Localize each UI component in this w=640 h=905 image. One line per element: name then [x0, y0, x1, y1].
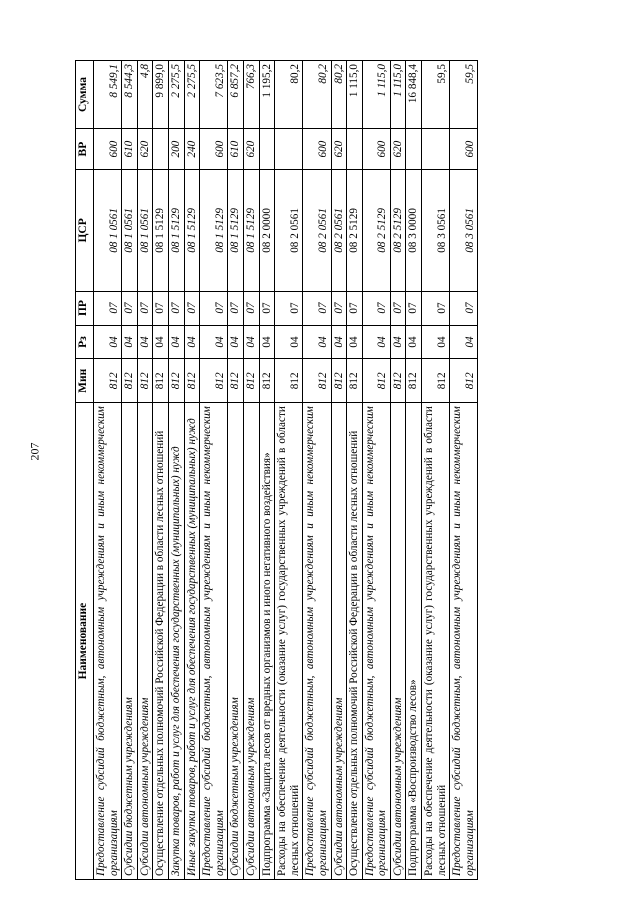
cell-min: 812 — [184, 359, 200, 403]
header-sum: Сумма — [76, 61, 94, 129]
cell-pr: 07 — [184, 291, 200, 325]
table-body — [94, 61, 478, 880]
cell-pr: 07 — [259, 291, 275, 325]
cell-sum: 6 857,2 — [228, 61, 244, 129]
cell-csr: 08 1 5129 — [200, 170, 228, 291]
cell-min: 812 — [406, 359, 422, 403]
cell-csr: 08 1 5129 — [184, 170, 200, 291]
table-header-row — [76, 61, 94, 880]
cell-min: 812 — [303, 359, 331, 403]
cell-pr: 07 — [347, 291, 363, 325]
table-row — [303, 61, 331, 880]
cell-vr: 620 — [331, 128, 347, 169]
cell-vr: 600 — [450, 128, 478, 169]
cell-vr: 600 — [362, 128, 390, 169]
cell-pr: 07 — [275, 291, 303, 325]
cell-sum: 1 115,0 — [390, 61, 406, 129]
cell-vr: 600 — [303, 128, 331, 169]
cell-pr: 07 — [200, 291, 228, 325]
cell-min: 812 — [450, 359, 478, 403]
cell-rz: 04 — [184, 325, 200, 359]
table-row — [259, 61, 275, 880]
cell-sum: 16 848,4 — [406, 61, 422, 129]
budget-table — [75, 60, 478, 880]
cell-vr: 620 — [390, 128, 406, 169]
cell-sum: 2 275,5 — [184, 61, 200, 129]
cell-pr: 07 — [331, 291, 347, 325]
cell-csr: 08 1 0561 — [94, 170, 122, 291]
cell-pr: 07 — [168, 291, 184, 325]
cell-sum: 766,3 — [243, 61, 259, 129]
cell-min: 812 — [362, 359, 390, 403]
cell-sum: 80,2 — [303, 61, 331, 129]
cell-min: 812 — [331, 359, 347, 403]
cell-name: Предоставление субсидий бюджетным, автономным учреждениям и иным некоммерческим организациям — [94, 403, 122, 880]
cell-csr: 08 1 5129 — [153, 170, 169, 291]
cell-csr: 08 3 0561 — [450, 170, 478, 291]
header-name: Наименование — [76, 403, 94, 880]
cell-csr: 08 2 0561 — [275, 170, 303, 291]
cell-sum: 8 549,1 — [94, 61, 122, 129]
cell-sum: 80,2 — [275, 61, 303, 129]
table-row — [422, 61, 450, 880]
cell-rz: 04 — [228, 325, 244, 359]
table-row — [243, 61, 259, 880]
cell-pr: 07 — [243, 291, 259, 325]
cell-name: Расходы на обеспечение деятельности (оказание услуг) государственных учреждений в области лесных отношений — [275, 403, 303, 880]
cell-vr: 610 — [228, 128, 244, 169]
cell-csr: 08 2 0561 — [303, 170, 331, 291]
cell-min: 812 — [228, 359, 244, 403]
cell-min: 812 — [153, 359, 169, 403]
cell-min: 812 — [422, 359, 450, 403]
cell-pr: 07 — [303, 291, 331, 325]
cell-min: 812 — [243, 359, 259, 403]
cell-sum: 2 275,5 — [168, 61, 184, 129]
cell-name: Субсидии автономным учреждениям — [137, 403, 153, 880]
cell-name: Субсидии автономным учреждениям — [243, 403, 259, 880]
table-row — [331, 61, 347, 880]
table-row — [122, 61, 138, 880]
page-number: 207 — [27, 442, 42, 461]
cell-name: Осуществление отдельных полномочий Российской Федерации в области лесных отношений — [347, 403, 363, 880]
table-row — [184, 61, 200, 880]
header-vr: ВР — [76, 128, 94, 169]
cell-rz: 04 — [406, 325, 422, 359]
cell-rz: 04 — [200, 325, 228, 359]
table-row — [228, 61, 244, 880]
cell-pr: 07 — [153, 291, 169, 325]
cell-pr: 07 — [390, 291, 406, 325]
cell-rz: 04 — [347, 325, 363, 359]
cell-csr: 08 1 5129 — [168, 170, 184, 291]
cell-min: 812 — [168, 359, 184, 403]
cell-rz: 04 — [303, 325, 331, 359]
table-row — [390, 61, 406, 880]
header-rz: Рз — [76, 325, 94, 359]
table-row — [153, 61, 169, 880]
cell-pr: 07 — [122, 291, 138, 325]
cell-min: 812 — [200, 359, 228, 403]
cell-vr: 600 — [200, 128, 228, 169]
cell-vr — [153, 128, 169, 169]
cell-vr: 620 — [243, 128, 259, 169]
cell-vr: 610 — [122, 128, 138, 169]
cell-name: Субсидии автономным учреждениям — [390, 403, 406, 880]
cell-vr — [422, 128, 450, 169]
header-csr: ЦСР — [76, 170, 94, 291]
table-row — [168, 61, 184, 880]
header-min: Мин — [76, 359, 94, 403]
cell-sum: 80,2 — [331, 61, 347, 129]
cell-sum: 1 115,0 — [362, 61, 390, 129]
cell-sum: 1 115,0 — [347, 61, 363, 129]
cell-name: Субсидии бюджетным учреждениям — [122, 403, 138, 880]
cell-sum: 59,5 — [450, 61, 478, 129]
cell-rz: 04 — [275, 325, 303, 359]
table-row — [362, 61, 390, 880]
cell-pr: 07 — [422, 291, 450, 325]
cell-csr: 08 2 0561 — [331, 170, 347, 291]
table-row — [347, 61, 363, 880]
table-row — [137, 61, 153, 880]
cell-name: Предоставление субсидий бюджетным, автономным учреждениям и иным некоммерческим организациям — [200, 403, 228, 880]
cell-rz: 04 — [153, 325, 169, 359]
cell-vr: 200 — [168, 128, 184, 169]
cell-sum: 4,8 — [137, 61, 153, 129]
cell-pr: 07 — [94, 291, 122, 325]
cell-pr: 07 — [362, 291, 390, 325]
cell-rz: 04 — [362, 325, 390, 359]
header-pr: ПР — [76, 291, 94, 325]
cell-csr: 08 2 0000 — [259, 170, 275, 291]
cell-csr: 08 3 0561 — [422, 170, 450, 291]
cell-rz: 04 — [259, 325, 275, 359]
cell-min: 812 — [137, 359, 153, 403]
cell-pr: 07 — [228, 291, 244, 325]
cell-csr: 08 1 5129 — [243, 170, 259, 291]
cell-vr — [275, 128, 303, 169]
cell-name: Подпрограмма «Защита лесов от вредных организмов и иного негативного воздействия» — [259, 403, 275, 880]
cell-name: Закупка товаров, работ и услуг для обеспечения государственных (муниципальных) нужд — [168, 403, 184, 880]
cell-csr: 08 3 0000 — [406, 170, 422, 291]
cell-pr: 07 — [450, 291, 478, 325]
cell-rz: 04 — [94, 325, 122, 359]
cell-name: Иные закупки товаров, работ и услуг для обеспечения государственных (муниципальных) нужд — [184, 403, 200, 880]
cell-pr: 07 — [137, 291, 153, 325]
cell-rz: 04 — [168, 325, 184, 359]
cell-csr: 08 2 5129 — [362, 170, 390, 291]
cell-name: Предоставление субсидий бюджетным, автономным учреждениям и иным некоммерческим организациям — [362, 403, 390, 880]
cell-min: 812 — [390, 359, 406, 403]
table-row — [94, 61, 122, 880]
cell-vr: 600 — [94, 128, 122, 169]
cell-sum: 1 195,2 — [259, 61, 275, 129]
cell-rz: 04 — [390, 325, 406, 359]
cell-min: 812 — [122, 359, 138, 403]
cell-csr: 08 1 5129 — [228, 170, 244, 291]
cell-rz: 04 — [243, 325, 259, 359]
cell-csr: 08 2 5129 — [347, 170, 363, 291]
cell-vr — [347, 128, 363, 169]
cell-pr: 07 — [406, 291, 422, 325]
cell-name: Субсидии автономным учреждениям — [331, 403, 347, 880]
cell-name: Подпрограмма «Воспроизводство лесов» — [406, 403, 422, 880]
cell-name: Осуществление отдельных полномочий Российской Федерации в области лесных отношений — [153, 403, 169, 880]
cell-csr: 08 1 0561 — [122, 170, 138, 291]
cell-min: 812 — [347, 359, 363, 403]
cell-vr — [406, 128, 422, 169]
cell-sum: 9 899,0 — [153, 61, 169, 129]
cell-name: Субсидии бюджетным учреждениям — [228, 403, 244, 880]
cell-name: Предоставление субсидий бюджетным, автономным учреждениям и иным некоммерческим организациям — [303, 403, 331, 880]
table-row — [450, 61, 478, 880]
cell-name: Расходы на обеспечение деятельности (оказание услуг) государственных учреждений в области лесных отношений — [422, 403, 450, 880]
cell-sum: 7 623,5 — [200, 61, 228, 129]
cell-vr — [259, 128, 275, 169]
cell-rz: 04 — [450, 325, 478, 359]
cell-min: 812 — [94, 359, 122, 403]
cell-vr: 620 — [137, 128, 153, 169]
cell-rz: 04 — [137, 325, 153, 359]
table-row — [275, 61, 303, 880]
cell-min: 812 — [259, 359, 275, 403]
cell-sum: 8 544,3 — [122, 61, 138, 129]
table-row — [200, 61, 228, 880]
cell-rz: 04 — [122, 325, 138, 359]
cell-csr: 08 1 0561 — [137, 170, 153, 291]
cell-vr: 240 — [184, 128, 200, 169]
cell-csr: 08 2 5129 — [390, 170, 406, 291]
cell-min: 812 — [275, 359, 303, 403]
cell-rz: 04 — [422, 325, 450, 359]
cell-sum: 59,5 — [422, 61, 450, 129]
cell-rz: 04 — [331, 325, 347, 359]
cell-name: Предоставление субсидий бюджетным, автономным учреждениям и иным некоммерческим организациям — [450, 403, 478, 880]
table-row — [406, 61, 422, 880]
